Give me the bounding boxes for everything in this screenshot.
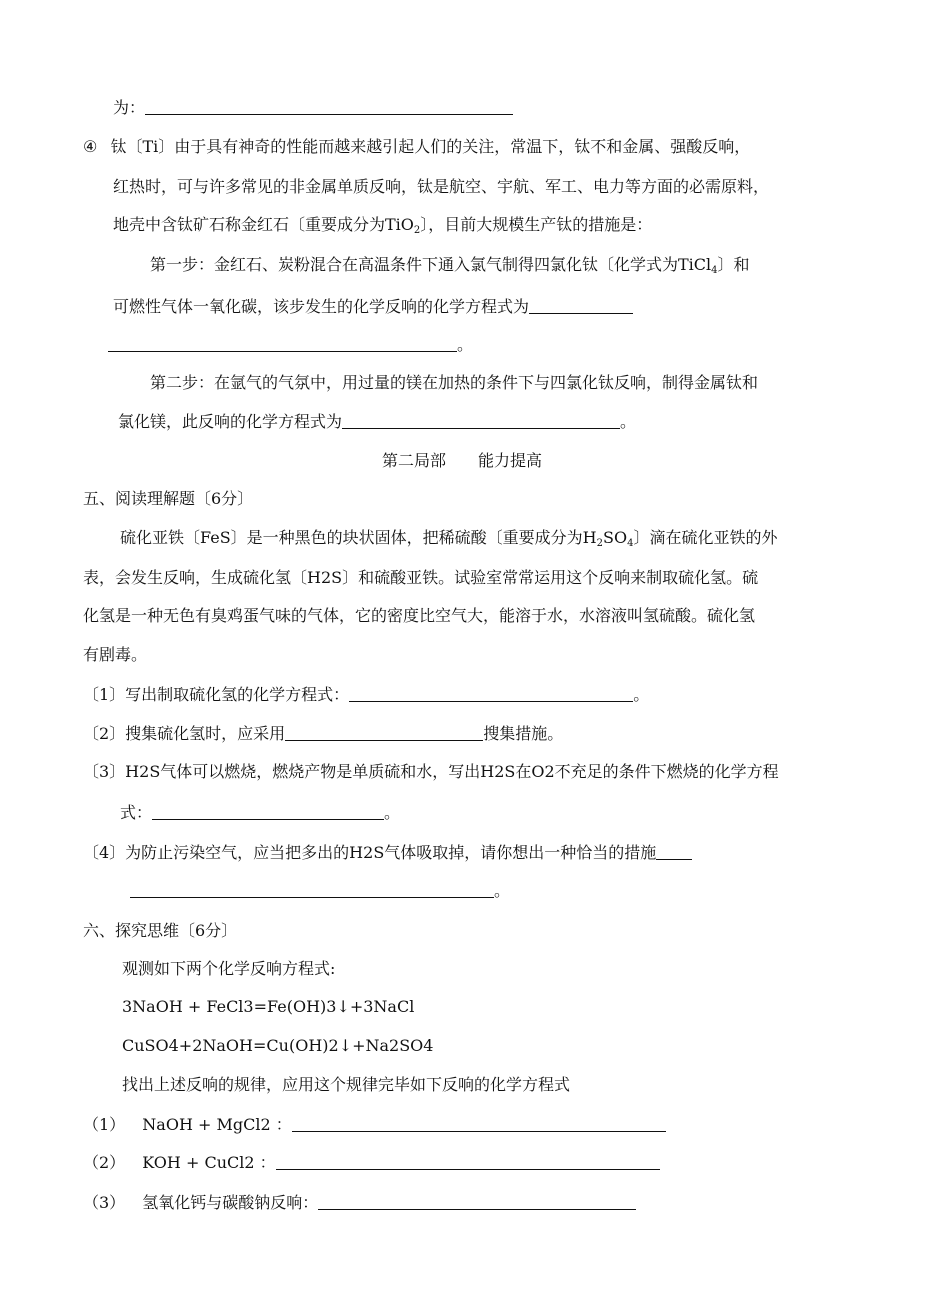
sec5-q2-text: 〔2〕搜集硫化氢时，应采用 (83, 724, 286, 743)
sec5-para-2: 表，会发生反响，生成硫化氢〔H2S〕和硫酸亚铁。试验室常常运用这个反响来制取硫化氢。硫 (83, 568, 759, 587)
q4-text-1: 钛〔Ti〕由于具有神奇的性能而越来越引起人们的关注，常温下，钛不和金属、强酸反响， (110, 137, 751, 156)
answer-blank[interactable] (656, 843, 692, 860)
answer-blank[interactable] (342, 412, 620, 429)
answer-blank[interactable] (285, 724, 483, 741)
q4-line1 (83, 136, 750, 158)
equation-2: CuSO4+2NaOH=Cu(OH)2↓+Na2SO4 (122, 1036, 434, 1055)
sub-4: 4 (711, 265, 718, 276)
answer-line-prefix (113, 97, 513, 119)
sec6-task: 找出上述反响的规律，应用这个规律完毕如下反响的化学方程式 (122, 1075, 571, 1094)
step2-line2 (118, 411, 636, 433)
answer-blank[interactable] (108, 335, 457, 352)
sec5-q2-tail: 搜集措施。 (483, 724, 564, 743)
item-number: （3） (83, 1193, 126, 1212)
item-1-label: NaOH + MgCl2 ： (142, 1115, 292, 1134)
part2-title: 第二局部 能力提高 (382, 451, 543, 470)
step1-line3 (108, 334, 473, 356)
item-2-label: KOH + CuCl2 ： (142, 1153, 276, 1172)
label-wei: 为： (113, 98, 146, 117)
sub-2: 2 (596, 538, 603, 549)
answer-blank[interactable] (145, 98, 513, 115)
step2-b: 氯化镁，此反响的化学方程式为 (118, 412, 343, 431)
sec5-q3-line2 (120, 802, 400, 824)
section6-heading: 六、探究思维〔6分〕 (83, 921, 238, 940)
sub-2: 2 (413, 225, 421, 236)
sub-4: 4 (627, 538, 634, 549)
answer-blank[interactable] (292, 1115, 666, 1132)
sec5-p1c: SO (603, 528, 628, 547)
answer-blank[interactable] (276, 1153, 660, 1170)
equation-1: 3NaOH + FeCl3=Fe(OH)3↓+3NaCl (122, 997, 415, 1016)
q4-text-3a: 地壳中含钛矿石称金红石〔重要成分为TiO (113, 215, 414, 234)
period: 。 (494, 881, 511, 900)
period: 。 (457, 335, 474, 354)
sec5-q1-text: 〔1〕写出制取硫化氢的化学方程式： (83, 685, 350, 704)
period: 。 (384, 803, 401, 822)
sec5-p1a: 硫化亚铁〔FeS〕是一种黑色的块状固体，把稀硫酸〔重要成分为H (120, 528, 597, 547)
q4-text-3 (113, 214, 652, 242)
sec5-q4-line2 (130, 880, 510, 902)
step2-line1: 第二步：在氩气的气氛中，用过量的镁在加热的条件下与四氯化钛反响，制得金属钛和 (150, 373, 759, 392)
step1-d: 可燃性气体一氧化碳，该步发生的化学反响的化学方程式为 (113, 297, 530, 316)
sec5-q2 (83, 723, 563, 745)
step1-line1 (150, 254, 750, 282)
item-3-label: 氢氧化钙与碳酸钠反响： (142, 1193, 319, 1212)
sec5-q3-shi: 式： (120, 803, 153, 822)
answer-blank[interactable] (152, 803, 384, 820)
step1-line2 (113, 296, 633, 318)
sec5-q1 (83, 684, 649, 706)
step1-a: 第一步：金红石、炭粉混合在高温条件下通入氯气制得四氯化钛〔化学式为TiCl (150, 255, 712, 274)
sec5-q4-line1 (83, 842, 692, 864)
q4-text-3c: 〕，目前大规模生产钛的措施是： (420, 215, 653, 234)
question-number: ④ (83, 137, 98, 156)
answer-blank[interactable] (318, 1193, 636, 1210)
period: 。 (633, 685, 650, 704)
sec6-item-3 (83, 1192, 636, 1214)
sec6-intro: 观测如下两个化学反响方程式: (122, 959, 336, 978)
answer-blank[interactable] (130, 881, 494, 898)
sec5-para-1 (120, 527, 777, 555)
answer-blank[interactable] (349, 685, 633, 702)
item-number: （2） (83, 1153, 126, 1172)
item-number: （1） (83, 1115, 126, 1134)
sec5-q3-line1: 〔3〕H2S气体可以燃烧，燃烧产物是单质硫和水，写出H2S在O2不充足的条件下燃烧的化学方程 (83, 762, 779, 781)
sec5-p1e: 〕滴在硫化亚铁的外 (633, 528, 778, 547)
answer-blank[interactable] (529, 297, 633, 314)
period: 。 (620, 412, 637, 431)
section5-heading: 五、阅读理解题〔6分〕 (83, 489, 254, 508)
step1-c: 〕和 (717, 255, 750, 274)
sec6-item-2 (83, 1152, 660, 1174)
sec5-para-4: 有剧毒。 (83, 645, 148, 664)
sec6-item-1 (83, 1114, 666, 1136)
q4-text-2: 红热时，可与许多常见的非金属单质反响，钛是航空、宇航、军工、电力等方面的必需原料， (113, 177, 770, 196)
sec5-para-3: 化氢是一种无色有臭鸡蛋气味的气体，它的密度比空气大，能溶于水，水溶液叫氢硫酸。硫化氢 (83, 606, 756, 625)
sec5-q4-text: 〔4〕为防止污染空气，应当把多出的H2S气体吸取掉，请你想出一种恰当的措施 (83, 843, 657, 862)
